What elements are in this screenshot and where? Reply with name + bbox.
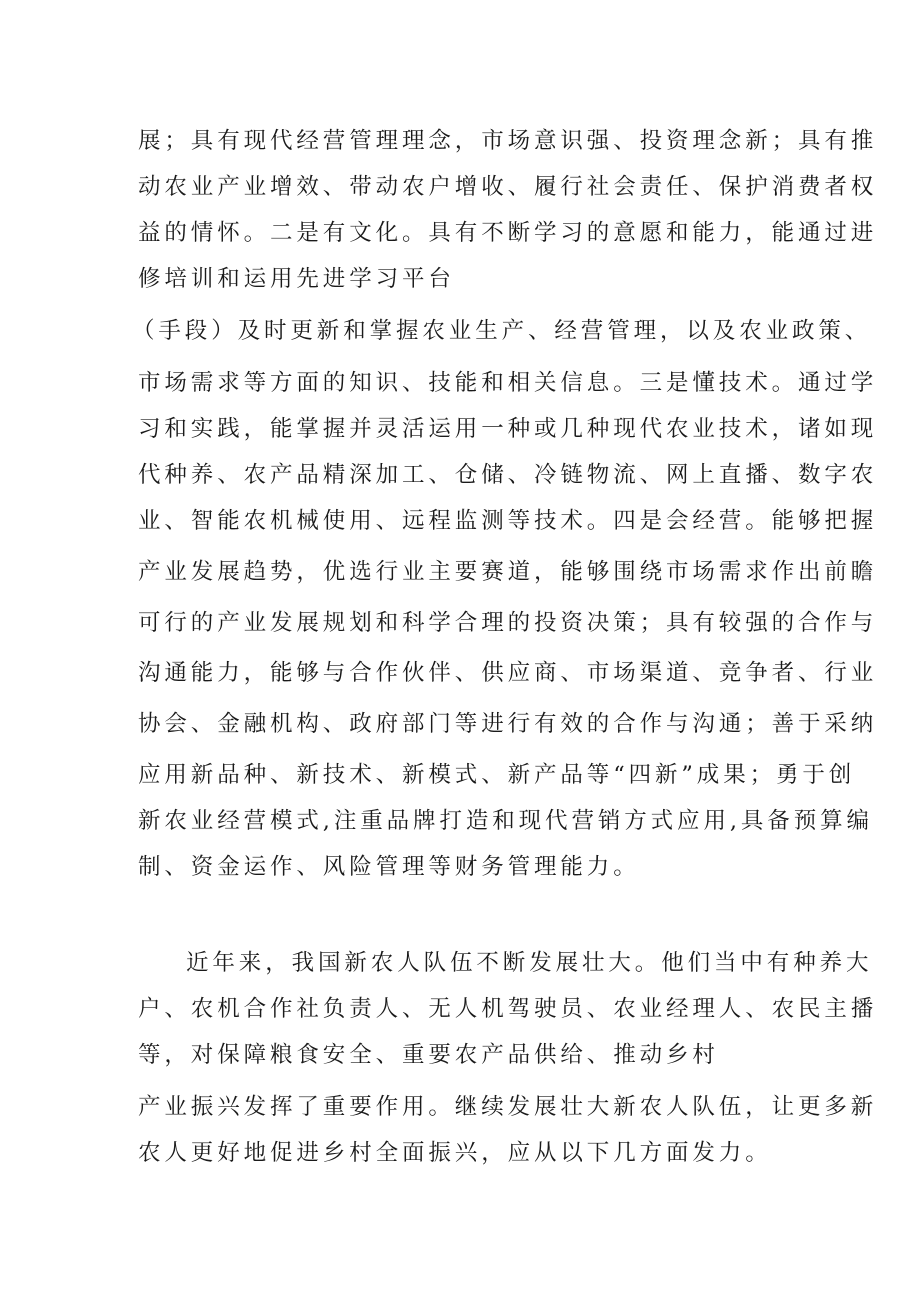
text-line: 代种养、农产品精深加工、仓储、冷链物流、网上直播、数字农 (138, 462, 878, 488)
text-line: 展；具有现代经营管理理念，市场意识强、投资理念新；具有推 (138, 128, 878, 154)
text-line: 新农业经营模式,注重品牌打造和现代营销方式应用,具备预算编 (138, 808, 873, 834)
text-line: 制、资金运作、风险管理等财务管理能力。 (138, 854, 640, 880)
text-line: 等，对保障粮食安全、重要农产品供给、推动乡村 (138, 1042, 719, 1068)
text-line: 习和实践，能掌握并灵活运用一种或几种现代农业技术，诸如现 (138, 416, 878, 442)
text-line: 户、农机合作社负责人、无人机驾驶员、农业经理人、农民主播 (138, 996, 878, 1022)
text-line: 益的情怀。二是有文化。具有不断学习的意愿和能力，能通过进 (138, 220, 878, 246)
text-line: 市场需求等方面的知识、技能和相关信息。三是懂技术。通过学 (138, 370, 878, 396)
text-line: 产业发展趋势，优选行业主要赛道，能够围绕市场需求作出前瞻 (138, 559, 878, 585)
text-line: 沟通能力，能够与合作伙伴、供应商、市场渠道、竞争者、行业 (138, 660, 878, 686)
text-line: 农人更好地促进乡村全面振兴，应从以下几方面发力。 (138, 1140, 772, 1166)
text-line: 应用新品种、新技术、新模式、新产品等“四新”成果；勇于创 (138, 762, 856, 788)
paragraph-first-line: 近年来，我国新农人队伍不断发展壮大。他们当中有种养大 (186, 950, 873, 976)
text-line: 协会、金融机构、政府部门等进行有效的合作与沟通；善于采纳 (138, 711, 878, 737)
text-line: 可行的产业发展规划和科学合理的投资决策；具有较强的合作与 (138, 610, 878, 636)
text-line: （手段）及时更新和掌握农业生产、经营管理，以及农业政策、 (132, 318, 872, 344)
text-line: 修培训和运用先进学习平台 (138, 266, 455, 292)
text-line: 动农业产业增效、带动农户增收、履行社会责任、保护消费者权 (138, 174, 878, 200)
text-line: 业、智能农机械使用、远程监测等技术。四是会经营。能够把握 (138, 508, 878, 534)
text-line: 产业振兴发挥了重要作用。继续发展壮大新农人队伍，让更多新 (138, 1094, 878, 1120)
